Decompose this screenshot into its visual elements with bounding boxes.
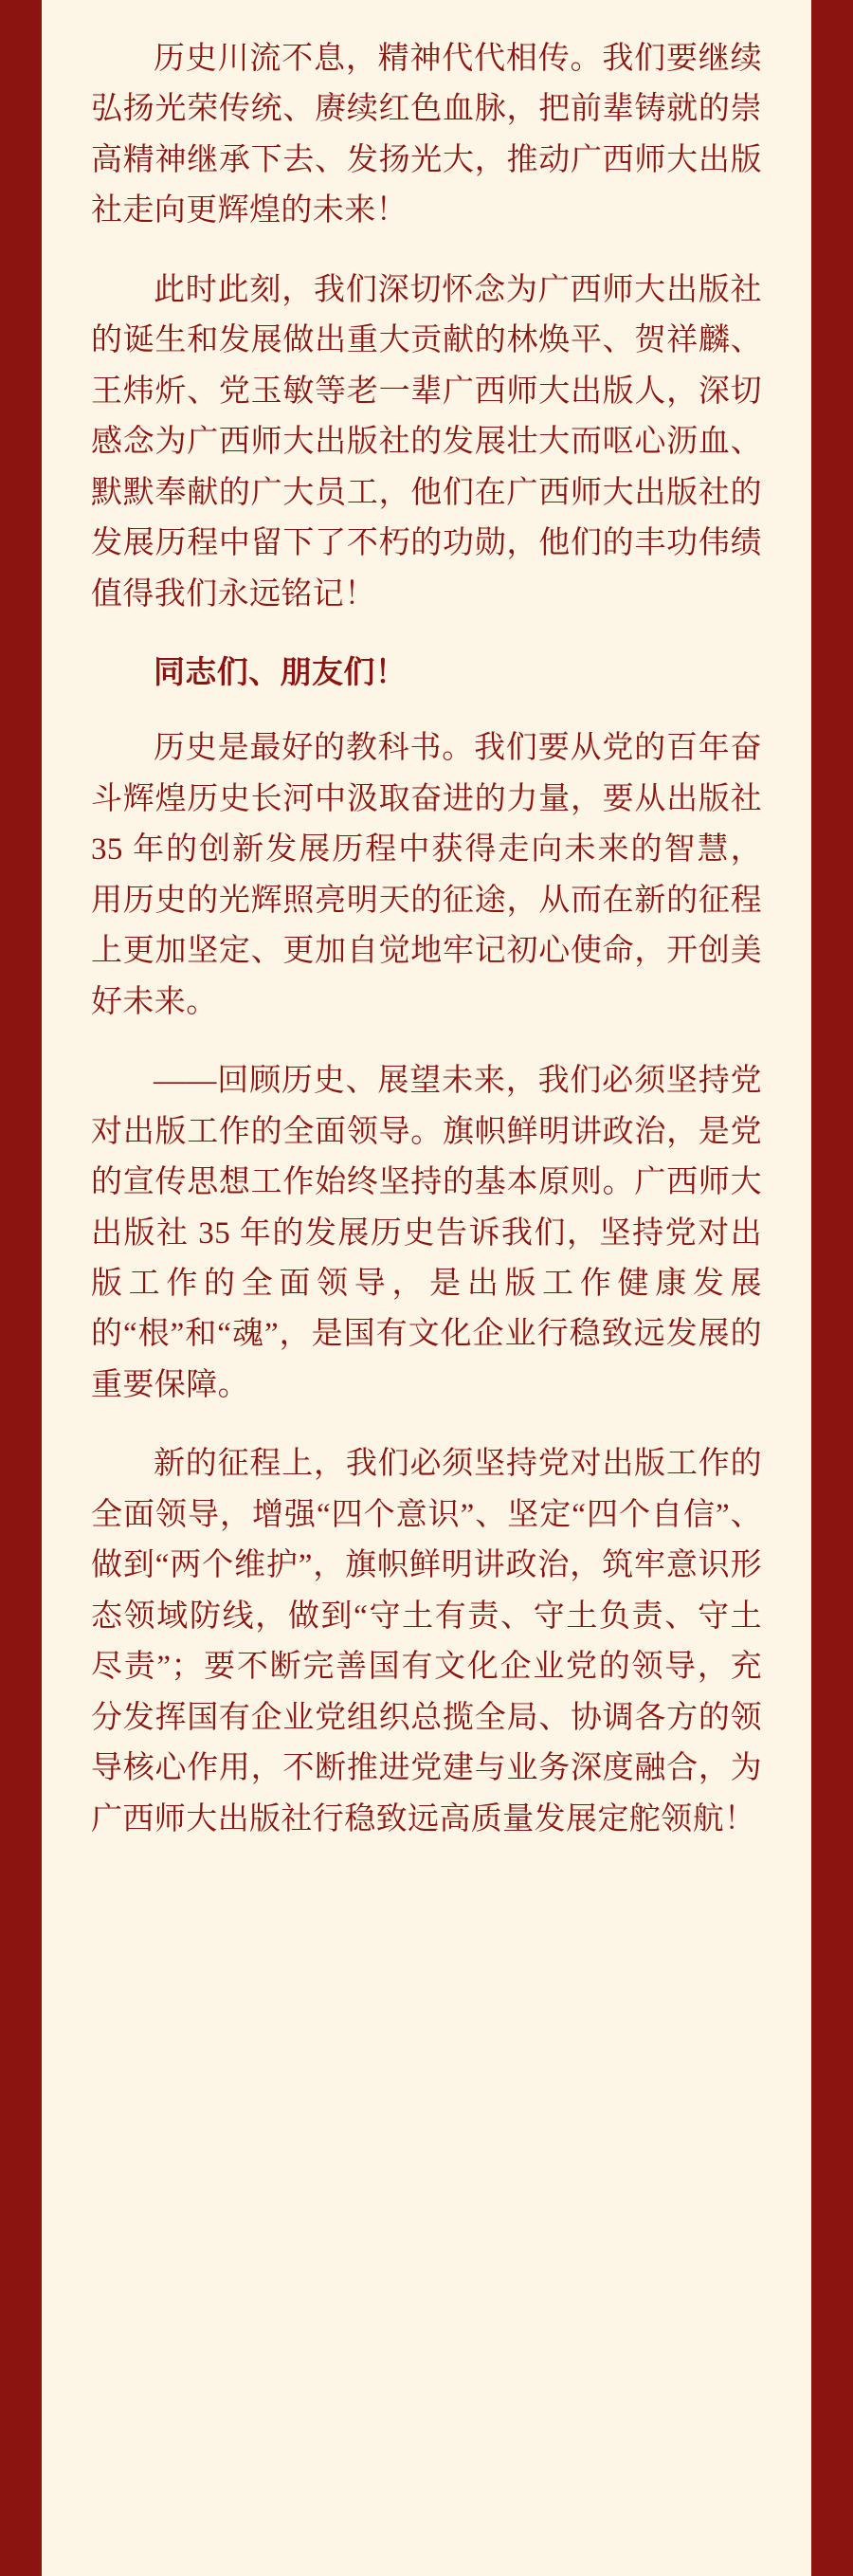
paragraph-3: 历史是最好的教科书。我们要从党的百年奋斗辉煌历史长河中汲取奋进的力量，要从出版社 35 年的创新发展历程中获得走向未来的智慧，用历史的光辉照亮明天的征途，从而在新的征程上更加坚定、更加自觉地牢记初心使命，开创美好未来。: [91, 731, 762, 1019]
document-paper: [42, 0, 811, 2576]
section-heading-comrades: 同志们、朋友们！: [154, 655, 408, 690]
paragraph-5: 新的征程上，我们必须坚持党对出版工作的全面领导，增强“四个意识”、坚定“四个自信”、做到“两个维护”，旗帜鲜明讲政治，筑牢意识形态领域防线，做到“守土有责、守土负责、守土尽责”；要不断完善国有文化企业党的领导，充分发挥国有企业党组织总揽全局、协调各方的领导核心作用，不断推进党建与业务深度融合，为广西师大出版社行稳致远高质量发展定舵领航！: [91, 1447, 762, 1836]
paragraph-1: 历史川流不息，精神代代相传。我们要继续弘扬光荣传统、赓续红色血脉，把前辈铸就的崇高精神继承下去、发扬光大，推动广西师大出版社走向更辉煌的未来！: [91, 42, 762, 228]
paragraph-2: 此时此刻，我们深切怀念为广西师大出版社的诞生和发展做出重大贡献的林焕平、贺祥麟、王炜炘、党玉敏等老一辈广西师大出版人，深切感念为广西师大出版社的发展壮大而呕心沥血、默默奉献的广大员工，他们在广西师大出版社的发展历程中留下了不朽的功勋，他们的丰功伟绩值得我们永远铭记！: [91, 272, 762, 612]
paragraph-4: ——回顾历史、展望未来，我们必须坚持党对出版工作的全面领导。旗帜鲜明讲政治，是党的宣传思想工作始终坚持的基本原则。广西师大出版社 35 年的发展历史告诉我们，坚持党对出版工作的全面领导，是出版工作健康发展的“根”和“魂”，是国有文化企业行稳致远发展的重要保障。: [91, 1064, 762, 1402]
